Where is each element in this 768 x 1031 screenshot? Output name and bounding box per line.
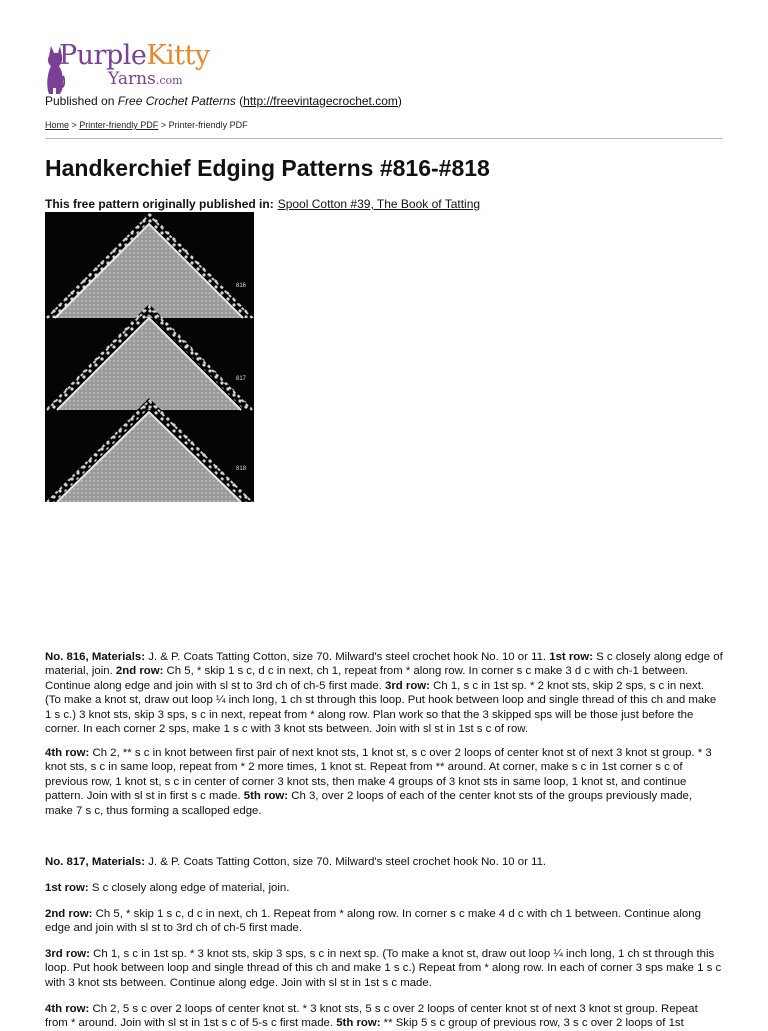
pattern-817-row-1: 1st row: S c closely along edge of material, join. <box>45 882 290 894</box>
pattern-816-paragraph-1: No. 816, Materials: J. & P. Coats Tatting Cotton, size 70. Milward's steel crochet hook No. 10 or 11. 1st row: S c closely along edge of material, join. 2nd row: Ch 5, * skip 1 s c, d c in next, ch 1, repeat from * along row. In corner s c make 3 d c with ch-1 between. Continue along edge and join with sl st to 3rd ch of ch-5 first made. 3rd row: Ch 1, s c in 1st sp. * 2 knot sts, skip 2 sps, s c in next. (To make a knot st, draw out loop ¼ inch long, 1 ch st through this loop. Put hook between loop and single thread of this ch and make 1 s c.) 3 knot sts, skip 3 sps, s c in next, repeat from * along row. Plan work so that the 3 skipped sps will be those just before the corner. In each corner 2 sps, make 1 s c with 3 knot sts between. Join with sl st in 1st s c of row. <box>45 651 723 736</box>
photo-label-817: 817 <box>236 376 247 382</box>
site-name: Free Crochet Patterns <box>117 94 236 108</box>
logo-subwordmark: Yarns.com <box>108 69 183 89</box>
photo-label-818: 818 <box>236 466 247 472</box>
breadcrumb-home[interactable]: Home <box>45 120 70 130</box>
published-line: Published on Free Crochet Patterns (http://freevintagecrochet.com) <box>45 94 402 108</box>
handkerchief-816 <box>45 212 254 318</box>
header-divider <box>45 138 723 139</box>
handkerchief-817 <box>45 304 254 410</box>
pattern-817-row-4: 4th row: Ch 2, 5 s c over 2 loops of center knot st. * 3 knot sts, 5 s c over 2 loops of center knot st of next 3 knot st group. Repeat from * around. Join with sl st in 1st s c of 5-s c first made. 5th row: ** Skip 5 s c group of previous row, 3 s c over 2 loops of 1st <box>45 1003 698 1030</box>
pattern-816-paragraph-2: 4th row: Ch 2, ** s c in knot between first pair of next knot sts, 1 knot st, s c over 2 loops of center knot st of next 3 knot st group. * 3 knot sts, s c in same loop, repeat from * 2 more times, 1 knot st. Repeat from ** around. At corner, make s c in 1st corner s c of previous row, 1 knot st, s c in center of corner 3 knot sts, then make 4 groups of 3 knot sts in same loop, 1 knot st, and continue pattern. Join with sl st in first s c made. 5th row: Ch 3, over 2 loops of each of the center knot sts of the groups previously made, make 7 s c, thus forming a scalloped edge. <box>45 747 712 817</box>
original-publication-link[interactable]: Spool Cotton #39, The Book of Tatting <box>277 197 481 211</box>
pattern-photo <box>45 212 254 502</box>
site-url-link[interactable]: http://freevintagecrochet.com <box>243 94 398 108</box>
site-logo[interactable] <box>45 40 210 96</box>
breadcrumb: Home > Printer-friendly PDF > Printer-friendly PDF <box>45 120 248 130</box>
original-publication: This free pattern originally published in: Spool Cotton #39, The Book of Tatting <box>45 197 481 211</box>
photo-label-816: 816 <box>236 283 247 289</box>
breadcrumb-printer-pdf[interactable]: Printer-friendly PDF <box>79 120 159 130</box>
pattern-817-materials: No. 817, Materials: J. & P. Coats Tatting Cotton, size 70. Milward's steel crochet hook No. 10 or 11. <box>45 856 547 868</box>
handkerchief-818 <box>45 398 254 502</box>
breadcrumb-current: Printer-friendly PDF <box>168 120 248 130</box>
page-title: Handkerchief Edging Patterns #816-#818 <box>45 155 490 181</box>
logo-wordmark: PurpleKitty <box>59 40 210 71</box>
pattern-817-row-2: 2nd row: Ch 5, * skip 1 s c, d c in next, ch 1. Repeat from * along row. In corner s c make 4 d c with ch 1 between. Continue along edge and join with sl st to 3rd ch of ch-5 first made. <box>45 908 701 935</box>
pattern-817-row-3: 3rd row: Ch 1, s c in 1st sp. * 3 knot sts, skip 3 sps, s c in next sp. (To make a knot st, draw out loop ¼ inch long, 1 ch st through this loop. Put hook between loop and single thread of this ch and make 1 s c.) Repeat from * along row. In each of corner 3 sps make 1 s c with 3 knot sts between. Continue along edge. Join with sl st in 1st s c made. <box>45 948 722 989</box>
